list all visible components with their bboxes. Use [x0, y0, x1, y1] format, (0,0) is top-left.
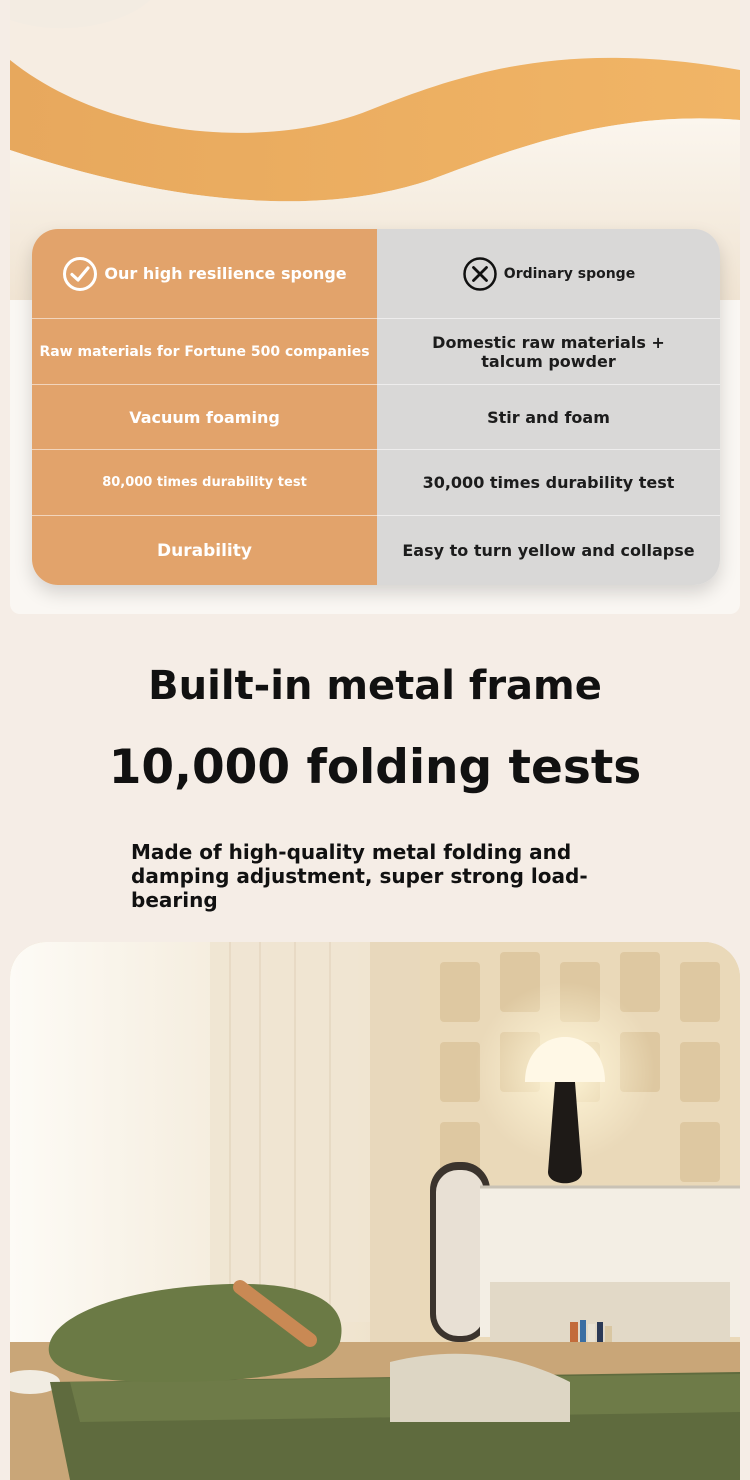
our-sponge-column — [32, 229, 377, 585]
feature-subtitle: 10,000 folding tests — [108, 740, 642, 795]
feature-title: Built-in metal frame — [148, 663, 602, 709]
ordinary-sponge-column — [377, 229, 720, 585]
left-cell-durability: Durability — [157, 540, 252, 561]
our-sponge-header — [32, 229, 377, 319]
our-sponge-header-label: Our high resilience sponge — [104, 264, 347, 283]
bedroom-photo — [10, 942, 740, 1480]
left-cell-durability-test: 80,000 times durability test — [32, 450, 377, 516]
ordinary-sponge-header-label: Ordinary sponge — [503, 265, 636, 282]
feature-description: Made of high-quality metal folding and damping adjustment, super strong load-bearing — [131, 840, 588, 912]
x-circle-icon — [462, 256, 498, 292]
ordinary-sponge-header — [377, 229, 720, 319]
left-cell-raw-materials: Raw materials for Fortune 500 companies — [32, 319, 377, 385]
right-cell-durability: Easy to turn yellow and collapse — [402, 541, 695, 560]
right-cell-raw-materials: Domestic raw materials + talcum powder — [377, 319, 720, 385]
left-cell-foaming: Vacuum foaming — [32, 385, 377, 450]
check-circle-icon — [62, 256, 98, 292]
comparison-table — [32, 229, 720, 585]
right-cell-foaming: Stir and foam — [377, 385, 720, 450]
right-cell-durability-test: 30,000 times durability test — [377, 450, 720, 516]
bedroom-illustration — [10, 942, 740, 1480]
